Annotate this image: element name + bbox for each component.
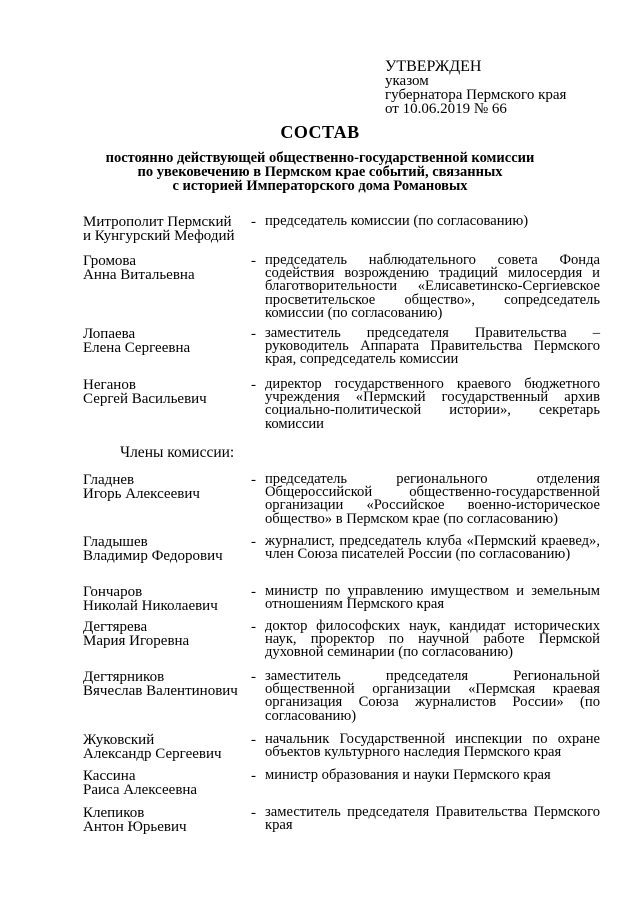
approval-line: губернатора Пермского края — [385, 87, 567, 103]
person-name — [83, 215, 253, 243]
subtitle-line: с историей Императорского дома Романовых — [172, 178, 468, 194]
person-surname: Гладнев — [83, 472, 135, 488]
person-given-name: Антон Юрьевич — [83, 819, 187, 835]
person-given-name: Сергей Васильевич — [83, 391, 207, 407]
person-surname: Громова — [83, 253, 136, 269]
person-role: заместитель председателя Правительства Пермского края — [265, 804, 600, 834]
person-name — [83, 254, 253, 282]
person-role: министр образования и науки Пермского края — [265, 767, 551, 783]
person-given-name: Игорь Алексеевич — [83, 486, 200, 502]
person-surname: Кассина — [83, 768, 136, 784]
person-name — [83, 670, 253, 698]
dash-separator: - — [251, 619, 256, 635]
person-given-name: Владимир Федорович — [83, 548, 223, 564]
dash-separator: - — [251, 669, 256, 685]
approval-heading: УТВЕРЖДЕН — [385, 58, 482, 75]
person-role: журналист, председатель клуба «Пермский краевед», член Союза писателей России (по согласованию) — [265, 533, 600, 563]
person-given-name: Раиса Алексеевна — [83, 782, 198, 798]
person-given-name: Николай Николаевич — [83, 598, 218, 614]
person-name — [83, 769, 253, 797]
person-role: начальник Государственной инспекции по охране объектов культурного наследия Пермского края — [265, 731, 600, 761]
dash-separator: - — [251, 534, 256, 550]
dash-separator: - — [251, 805, 256, 821]
person-role: председатель регионального отделения Общероссийской общественно-государственной организации «Российское военно-историческое общество» в Пермском крае (по согласованию) — [265, 471, 600, 527]
person-name — [83, 585, 253, 613]
person-surname: Гладышев — [83, 534, 148, 550]
dash-separator: - — [251, 253, 256, 269]
dash-separator: - — [251, 584, 256, 600]
subtitle-line: по увековечению в Пермском крае событий, связанных — [137, 164, 503, 180]
person-role: заместитель председателя Правительства – руководитель Аппарата Правительства Пермского края, сопредседатель комиссии — [265, 325, 600, 368]
person-role: председатель наблюдательного совета Фонда содействия возрождению традиций милосердия и благотворительности «Елисаветинско-Сергиевское просветительское общество», сопредседатель комиссии (по согласованию) — [265, 252, 600, 321]
person-role: председатель комиссии (по согласованию) — [265, 213, 529, 229]
subtitle-line: постоянно действующей общественно-государственной комиссии — [105, 150, 535, 166]
person-given-name: Александр Сергеевич — [83, 746, 222, 762]
approval-stamp — [385, 60, 566, 116]
dash-separator: - — [251, 214, 256, 230]
person-given-name: Вячеслав Валентинович — [83, 683, 238, 699]
person-surname: Неганов — [83, 377, 136, 393]
person-name — [83, 733, 253, 761]
document-subtitle — [60, 151, 580, 193]
person-name — [83, 535, 253, 563]
person-surname: Клепиков — [83, 805, 145, 821]
person-given-name: Елена Сергеевна — [83, 340, 191, 356]
approval-line: указом — [385, 73, 429, 89]
person-surname: Дегтярева — [83, 619, 148, 635]
document-title: СОСТАВ — [280, 122, 360, 142]
person-role: директор государственного краевого бюджетного учреждения «Пермский государственный архив социально-политической истории», секретарь комиссии — [265, 376, 600, 432]
dash-separator: - — [251, 768, 256, 784]
person-surname: Митрополит Пермский — [83, 214, 232, 230]
dash-separator: - — [251, 732, 256, 748]
dash-separator: - — [251, 472, 256, 488]
person-role: министр по управлению имуществом и земельным отношениям Пермского края — [265, 583, 600, 613]
person-given-name: и Кунгурский Мефодий — [83, 228, 235, 244]
person-surname: Дегтярников — [83, 669, 165, 685]
person-surname: Жуковский — [83, 732, 155, 748]
person-given-name: Анна Витальевна — [83, 267, 195, 283]
person-role: доктор философских наук, кандидат исторических наук, проректор по научной работе Пермской духовной семинарии (по согласованию) — [265, 618, 600, 661]
person-name — [83, 620, 253, 648]
person-given-name: Мария Игоревна — [83, 633, 190, 649]
dash-separator: - — [251, 326, 256, 342]
members-heading: Члены комиссии: — [120, 444, 235, 461]
approval-line: от 10.06.2019 № 66 — [385, 101, 507, 117]
person-surname: Лопаева — [83, 326, 136, 342]
person-name — [83, 327, 253, 355]
person-name — [83, 473, 253, 501]
person-name — [83, 806, 253, 834]
person-name — [83, 378, 253, 406]
dash-separator: - — [251, 377, 256, 393]
person-surname: Гончаров — [83, 584, 143, 600]
person-role: заместитель председателя Региональной общественной организации «Пермская краевая организация Союза журналистов России» (по согласованию) — [265, 668, 600, 724]
